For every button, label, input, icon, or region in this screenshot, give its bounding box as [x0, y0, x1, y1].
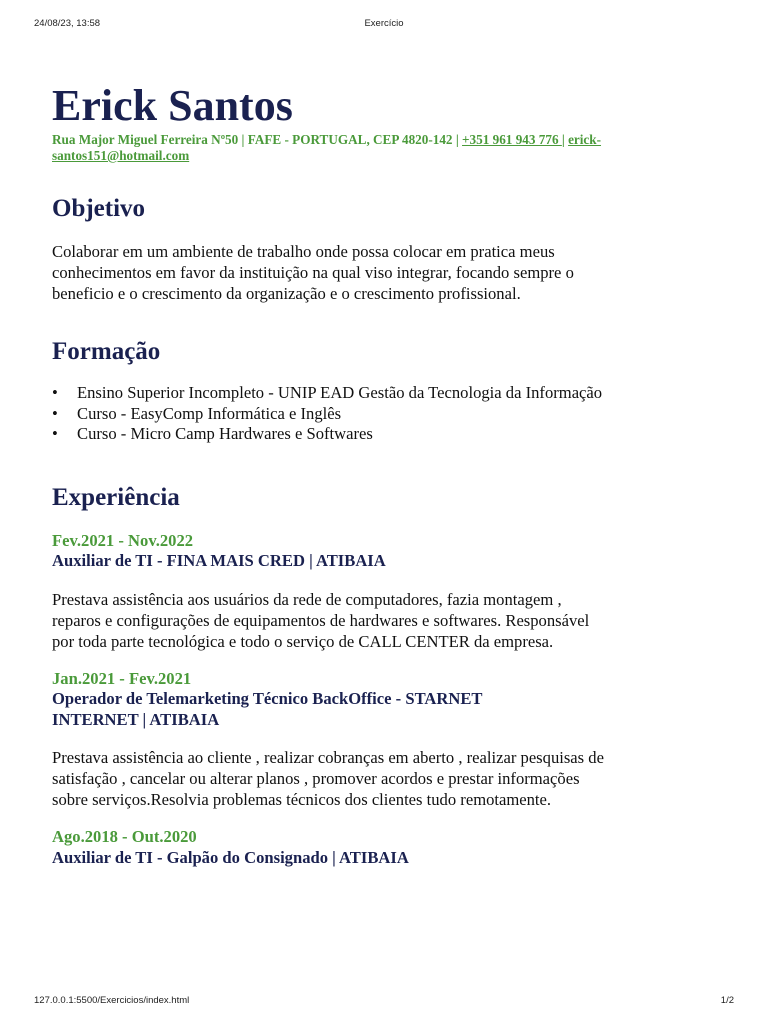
- bullet-icon: •: [52, 424, 58, 443]
- contact-phone-link[interactable]: +351 961 943 776: [462, 132, 562, 147]
- resume-name: Erick Santos: [52, 81, 293, 130]
- job-description: Prestava assistência ao cliente , realizar cobranças em aberto , realizar pesquisas de satisfação , cancelar ou alterar planos , promover acordos e prestar informações sobre serviços.Resolvia problemas técnicos dos clientes tudo remotamente.: [52, 748, 604, 809]
- job-period: Fev.2021 - Nov.2022: [52, 530, 194, 550]
- section-title-objective: Objetivo: [52, 195, 146, 222]
- print-url: 127.0.0.1:5500/Exercicios/index.html: [34, 995, 190, 1006]
- education-item-text: Curso - EasyComp Informática e Inglês: [77, 403, 342, 423]
- job-period: Jan.2021 - Fev.2021: [52, 668, 192, 688]
- job-role: Auxiliar de TI - Galpão do Consignado | ATIBAIA: [52, 847, 409, 867]
- list-item: [52, 404, 612, 425]
- objective-text: Colaborar em um ambiente de trabalho onde possa colocar em pratica meus conhecimentos em favor da instituição na qual viso integrar, focando sempre o beneficio e o crescimento da organização e o crescimento profissional.: [52, 242, 574, 303]
- bullet-icon: •: [52, 403, 58, 423]
- list-item: [52, 383, 612, 404]
- experience-item: [52, 669, 672, 811]
- print-page-number: 1/2: [720, 995, 734, 1006]
- job-role: Auxiliar de TI - FINA MAIS CRED | ATIBAIA: [52, 551, 386, 570]
- section-title-experience: Experiência: [52, 483, 180, 511]
- list-item: [52, 424, 612, 445]
- education-list: [52, 383, 612, 445]
- contact-separator: |: [561, 132, 569, 147]
- job-role: Operador de Telemarketing Técnico BackOffice - STARNET INTERNET | ATIBAIA: [52, 689, 483, 729]
- education-item-text: Curso - Micro Camp Hardwares e Softwares: [77, 424, 373, 443]
- print-datetime: 24/08/23, 13:58: [34, 18, 101, 29]
- print-title: Exercício: [364, 18, 404, 29]
- bullet-icon: •: [52, 383, 58, 402]
- resume: [52, 80, 672, 868]
- section-title-education: Formação: [52, 338, 161, 365]
- education-item-text: Ensino Superior Incompleto - UNIP EAD Gestão da Tecnologia da Informação: [77, 383, 603, 402]
- job-description: Prestava assistência aos usuários da rede de computadores, fazia montagem , reparos e configurações de equipamentos de hardwares e softwares. Responsável por toda parte tecnológica e todo o serviço de CALL CENTER da empresa.: [52, 589, 590, 651]
- job-period: Ago.2018 - Out.2020: [52, 827, 197, 846]
- experience-item: [52, 531, 672, 652]
- experience-item: [52, 827, 672, 868]
- contact-email-link[interactable]: erick-santos151@hotmail.com: [52, 132, 602, 163]
- contact-line: [52, 132, 672, 164]
- contact-address: Rua Major Miguel Ferreira Nº50 | FAFE - PORTUGAL, CEP 4820-142 |: [52, 132, 463, 147]
